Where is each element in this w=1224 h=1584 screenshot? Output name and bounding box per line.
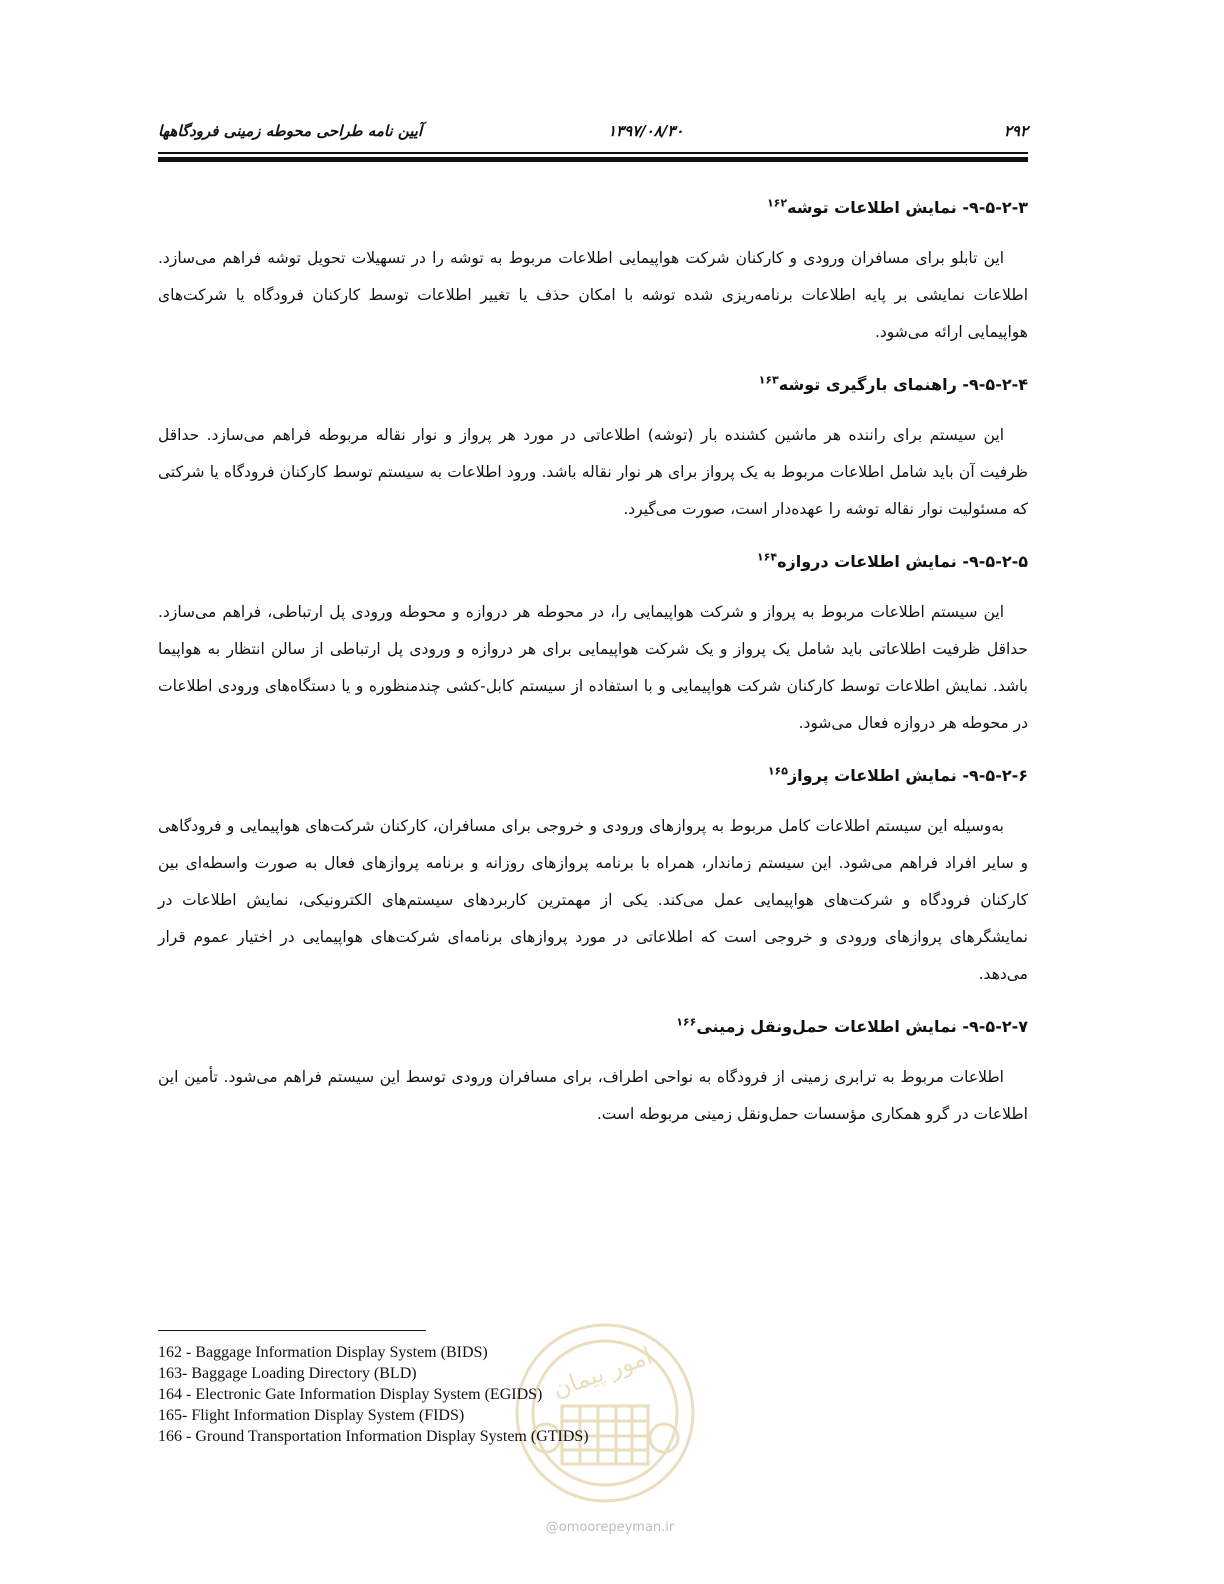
footnote-item: 162 - Baggage Information Display System (BIDS) [158,1344,488,1361]
section-heading [158,373,1028,397]
section-heading [158,1015,1028,1039]
section-heading [158,550,1028,574]
footnote-ref: ۱۶۶ [676,1015,697,1029]
section [158,550,1028,742]
footnote-item: 164 - Electronic Gate Information Display System (EGIDS) [158,1386,543,1403]
footnote-item: 166 - Ground Transportation Information Display System (GTIDS) [158,1428,589,1445]
page-number: ۲۹۲ [1003,122,1028,140]
header-date: ۱۳۹۷/۰۸/۳۰ [608,122,684,140]
section-heading-text: ۹-۵-۲-۷- نمایش اطلاعات حمل‌ونقل زمینی [696,1017,1028,1036]
section [158,1015,1028,1133]
footnote-item: 163- Baggage Loading Directory (BLD) [158,1365,417,1382]
paragraph: این سیستم اطلاعات مربوط به پرواز و شرکت هواپیمایی را، در محوطه هر دروازه و محوطه ورودی پل ارتباطی، فراهم می‌سازد. حداقل ظرفیت اطلاعاتی باید شامل یک پرواز و یک شرکت هواپیمایی برای هر دروازه و ورودی پل ارتباطی از سالن انتظار به هواپیما باشد. نمایش اطلاعات توسط کارکنان شرکت هواپیمایی و با استفاده از سیستم کابل-کشی چندمنظوره و یا دستگاه‌های ورودی اطلاعات در محوطه هر دروازه فعال می‌شود. [158,603,1028,732]
footnote-ref: ۱۶۲ [766,196,788,210]
watermark-url: @omoorepeyman.ir [545,1520,675,1535]
footnote-rule [158,1330,426,1331]
section [158,196,1028,351]
page-header [158,118,1028,146]
paragraph: این تابلو برای مسافران ورودی و کارکنان شرکت هواپیمایی اطلاعات مربوط به توشه را در تسهیلات تحویل توشه فراهم می‌سازد. اطلاعات نمایشی بر پایه اطلاعات برنامه‌ریزی شده توشه با امکان حذف یا تغییر اطلاعات توسط کارکنان فرودگاه یا شرکت‌های هواپیمایی ارائه می‌شود. [158,249,1028,341]
section [158,764,1028,993]
paragraph: اطلاعات مربوط به ترابری زمینی از فرودگاه به نواحی اطراف، برای مسافران ورودی توسط این سیستم فراهم می‌شود. تأمین این اطلاعات در گرو همکاری مؤسسات حمل‌ونقل زمینی مربوطه است. [158,1068,1028,1123]
section-heading [158,764,1028,788]
footnote-ref: ۱۶۴ [756,550,778,564]
section [158,373,1028,528]
header-title: آیین نامه طراحی محوطه زمینی فرودگاهها [158,122,423,140]
footnote-ref: ۱۶۳ [758,373,779,387]
section-heading-text: ۹-۵-۲-۶- نمایش اطلاعات پرواز [787,766,1028,785]
footnote-ref: ۱۶۵ [767,764,788,778]
footnote-item: 165- Flight Information Display System (FIDS) [158,1407,465,1424]
header-rule-thin [158,152,1028,154]
watermark-logo-text: امور پیمان [548,1341,656,1404]
paragraph: این سیستم برای راننده هر ماشین کشنده بار (توشه) اطلاعاتی در مورد هر پرواز و نوار نقاله مربوطه فراهم می‌سازد. حداقل ظرفیت آن باید شامل اطلاعات مربوط به یک پرواز برای هر نوار نقاله باشد. ورود اطلاعات به سیستم توسط کارکنان فرودگاه یا شرکتی که مسئولیت نوار نقاله توشه را عهده‌دار است، صورت می‌گیرد. [158,426,1028,518]
paragraph: به‌وسیله این سیستم اطلاعات کامل مربوط به پروازهای ورودی و خروجی برای مسافران، کارکنان شرکت‌های هواپیمایی و فرودگاهی و سایر افراد فراهم می‌شود. این سیستم زماندار، همراه با برنامه پروازهای روزانه و برنامه پروازهای فعال به صورت واسطه‌ای بین کارکنان فرودگاه و شرکت‌های هواپیمایی عمل می‌کند. یکی از مهمترین کاربردهای سیستم‌های الکترونیکی، نمایش اطلاعات در نمایشگرهای پروازهای ورودی و خروجی است که اطلاعاتی در مورد پروازهای برنامه‌ای شرکت‌های هواپیمایی در اختیار عموم قرار می‌دهد. [158,817,1028,983]
section-heading [158,196,1028,220]
document-body [158,196,1028,1155]
section-heading-text: ۹-۵-۲-۵- نمایش اطلاعات دروازه [777,552,1028,571]
section-heading-text: ۹-۵-۲-۴- راهنمای بارگیری توشه [778,375,1028,394]
section-heading-text: ۹-۵-۲-۳- نمایش اطلاعات توشه [787,198,1028,217]
footnotes [158,1342,858,1447]
header-rule-thick [158,157,1028,162]
